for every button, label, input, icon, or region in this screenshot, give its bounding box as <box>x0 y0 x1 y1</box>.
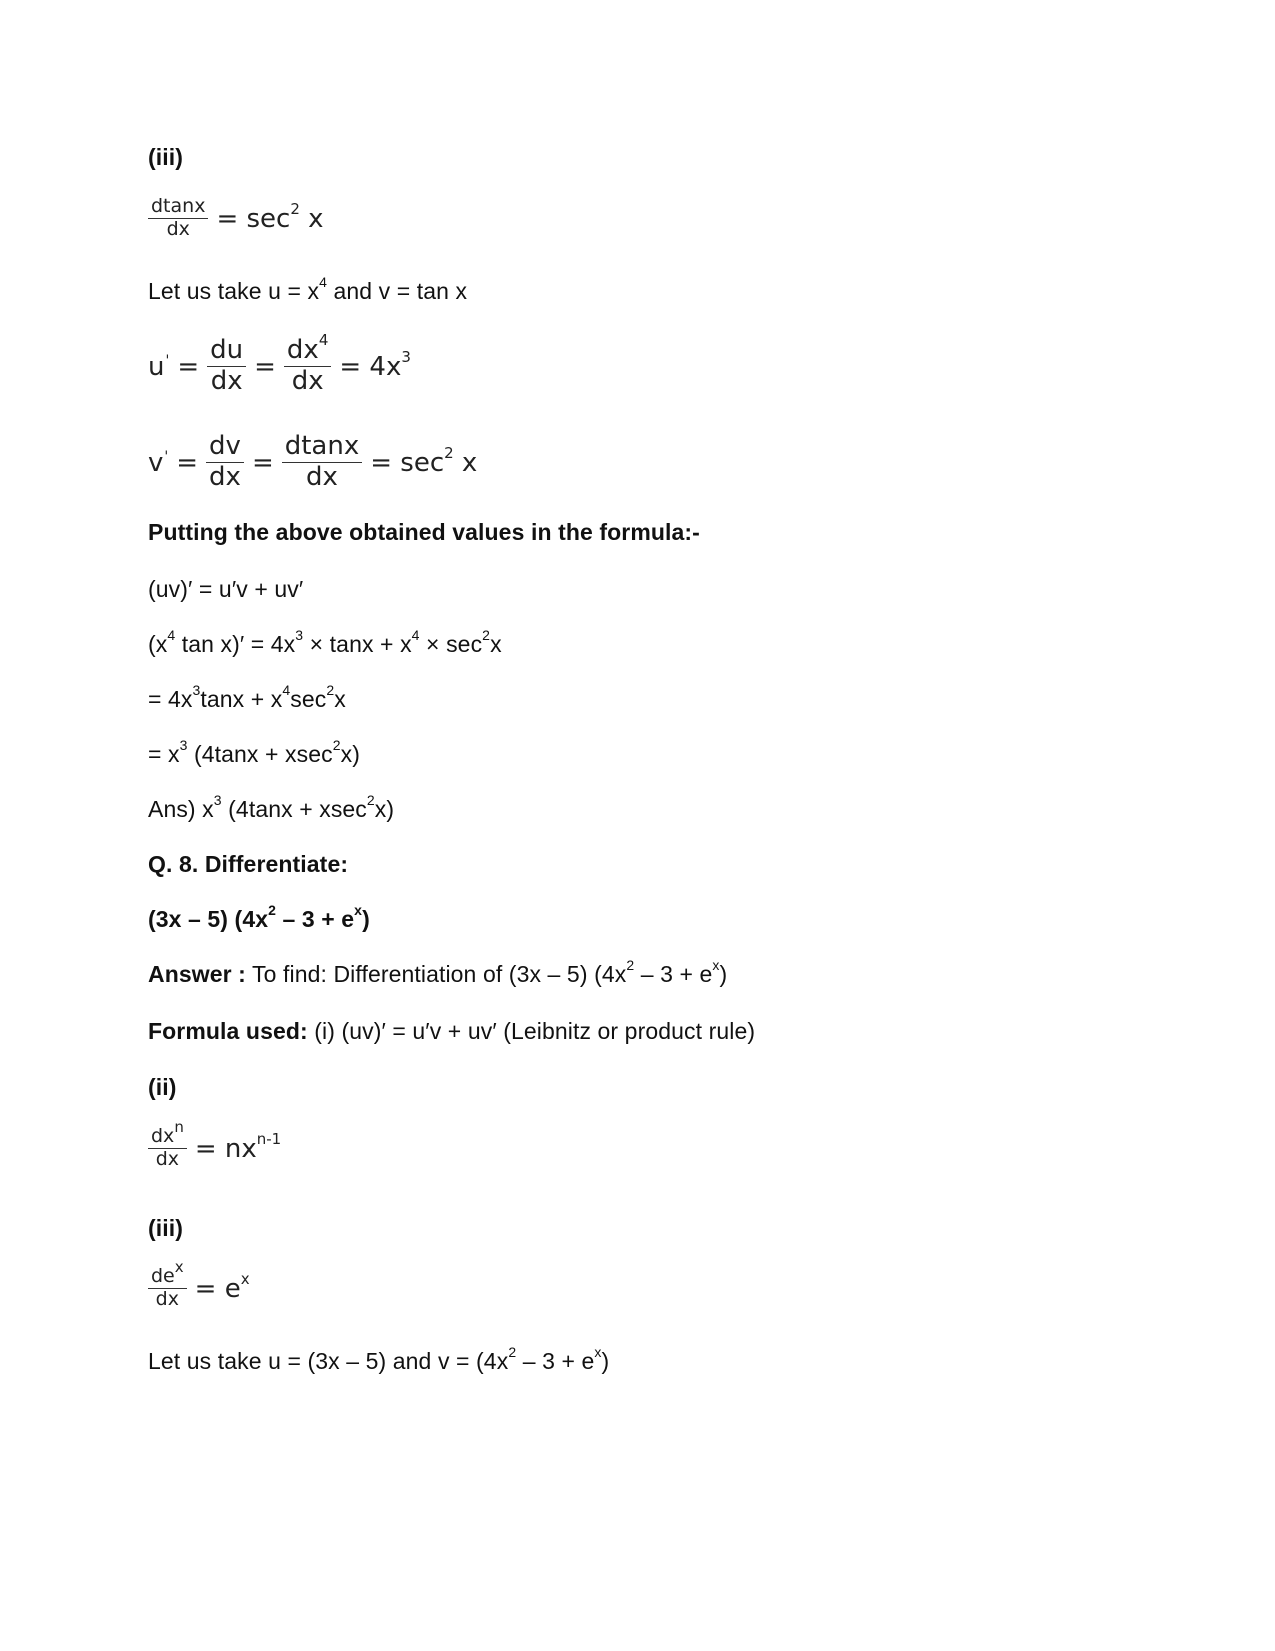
formula-lhs: v' <box>148 447 169 478</box>
item-label-iii-2: (iii) <box>148 1215 183 1241</box>
working-line-3: = $x^3$ (4tanx + xsec$^2$x) <box>148 737 360 767</box>
fraction-denominator: dx <box>166 218 190 241</box>
equals-sign: = <box>254 351 276 382</box>
let-us-take-line-2: Let us take u = (3x – 5) and $v = (4x^2 - 3 + e^x)$ <box>148 1344 610 1374</box>
fraction <box>148 1257 187 1311</box>
section-heading: Putting the above obtained values in the formula:- <box>148 519 700 545</box>
let-us-take-line-1: Let us take $u = x^4$ and v = tan x <box>148 274 468 304</box>
fraction-denominator: dx <box>155 1288 179 1311</box>
formula-lhs: u' <box>148 351 170 382</box>
fraction-denominator: dx <box>306 462 338 493</box>
fraction-denominator: dx <box>209 462 241 493</box>
fraction-denominator: dx <box>210 366 243 397</box>
item-label-ii: (ii) <box>148 1074 177 1100</box>
formula-rhs: = $\sec^2 x$ <box>216 199 324 234</box>
formula-exp-rule <box>148 1257 258 1311</box>
fraction <box>148 196 208 241</box>
fraction-numerator: dv <box>209 431 241 461</box>
fraction-numerator: dtanx <box>151 195 206 217</box>
formula-rhs: = $e^x$ <box>194 1269 250 1304</box>
fraction-denominator: dx <box>291 366 324 397</box>
fraction <box>284 331 331 397</box>
question-heading: Q. 8. Differentiate: <box>148 851 349 877</box>
fraction <box>206 432 244 493</box>
fraction-numerator: $de^x$ <box>151 1257 184 1287</box>
formula-v-prime <box>148 432 485 493</box>
fraction <box>207 336 246 397</box>
fraction <box>148 1117 187 1171</box>
formula-u-prime <box>148 331 419 397</box>
fraction-numerator: $dx^n$ <box>151 1117 184 1147</box>
equals-sign: = <box>251 447 274 478</box>
answer-intro: Answer : To find: Differentiation of (3x – 5) $(4x^2 - 3 + e^x)$ <box>148 957 728 987</box>
working-line-2: = $4x^3\tan x + x^4\sec^2x$ <box>148 682 346 712</box>
fraction-numerator: du <box>210 335 244 365</box>
fraction-numerator: $dx^4$ <box>286 331 329 365</box>
formula-rhs: = $\sec^2 x$ <box>370 443 478 478</box>
formula-rhs: = $4x^3$ <box>339 347 411 382</box>
formula-power-rule <box>148 1117 289 1171</box>
fraction-numerator: dtanx <box>284 431 360 461</box>
product-rule-line: (uv)′ = u′v + uv′ <box>148 576 304 602</box>
equals-sign: = <box>177 351 200 382</box>
fraction <box>282 432 363 493</box>
fraction-denominator: dx <box>155 1148 180 1171</box>
formula-used-line: Formula used: (i) (uv)′ = u′v + uv′ (Leibnitz or product rule) <box>148 1018 756 1044</box>
equals-sign: = <box>176 447 199 478</box>
question-expression: (3x – 5) $(4x^2 - 3 + e^x)$ <box>148 902 370 932</box>
answer-line: Ans) $x^3$ (4tanx + xsec$^2$x) <box>148 792 395 822</box>
working-line-1: ($x^4$ $\tan x)' = 4x^3 \times \tan x + x^4 \times \sec^2x$ <box>148 627 502 657</box>
formula-derivative-tan <box>148 196 332 241</box>
formula-rhs: = $nx^{n-1}$ <box>194 1129 282 1164</box>
item-label-iii: (iii) <box>148 144 183 170</box>
